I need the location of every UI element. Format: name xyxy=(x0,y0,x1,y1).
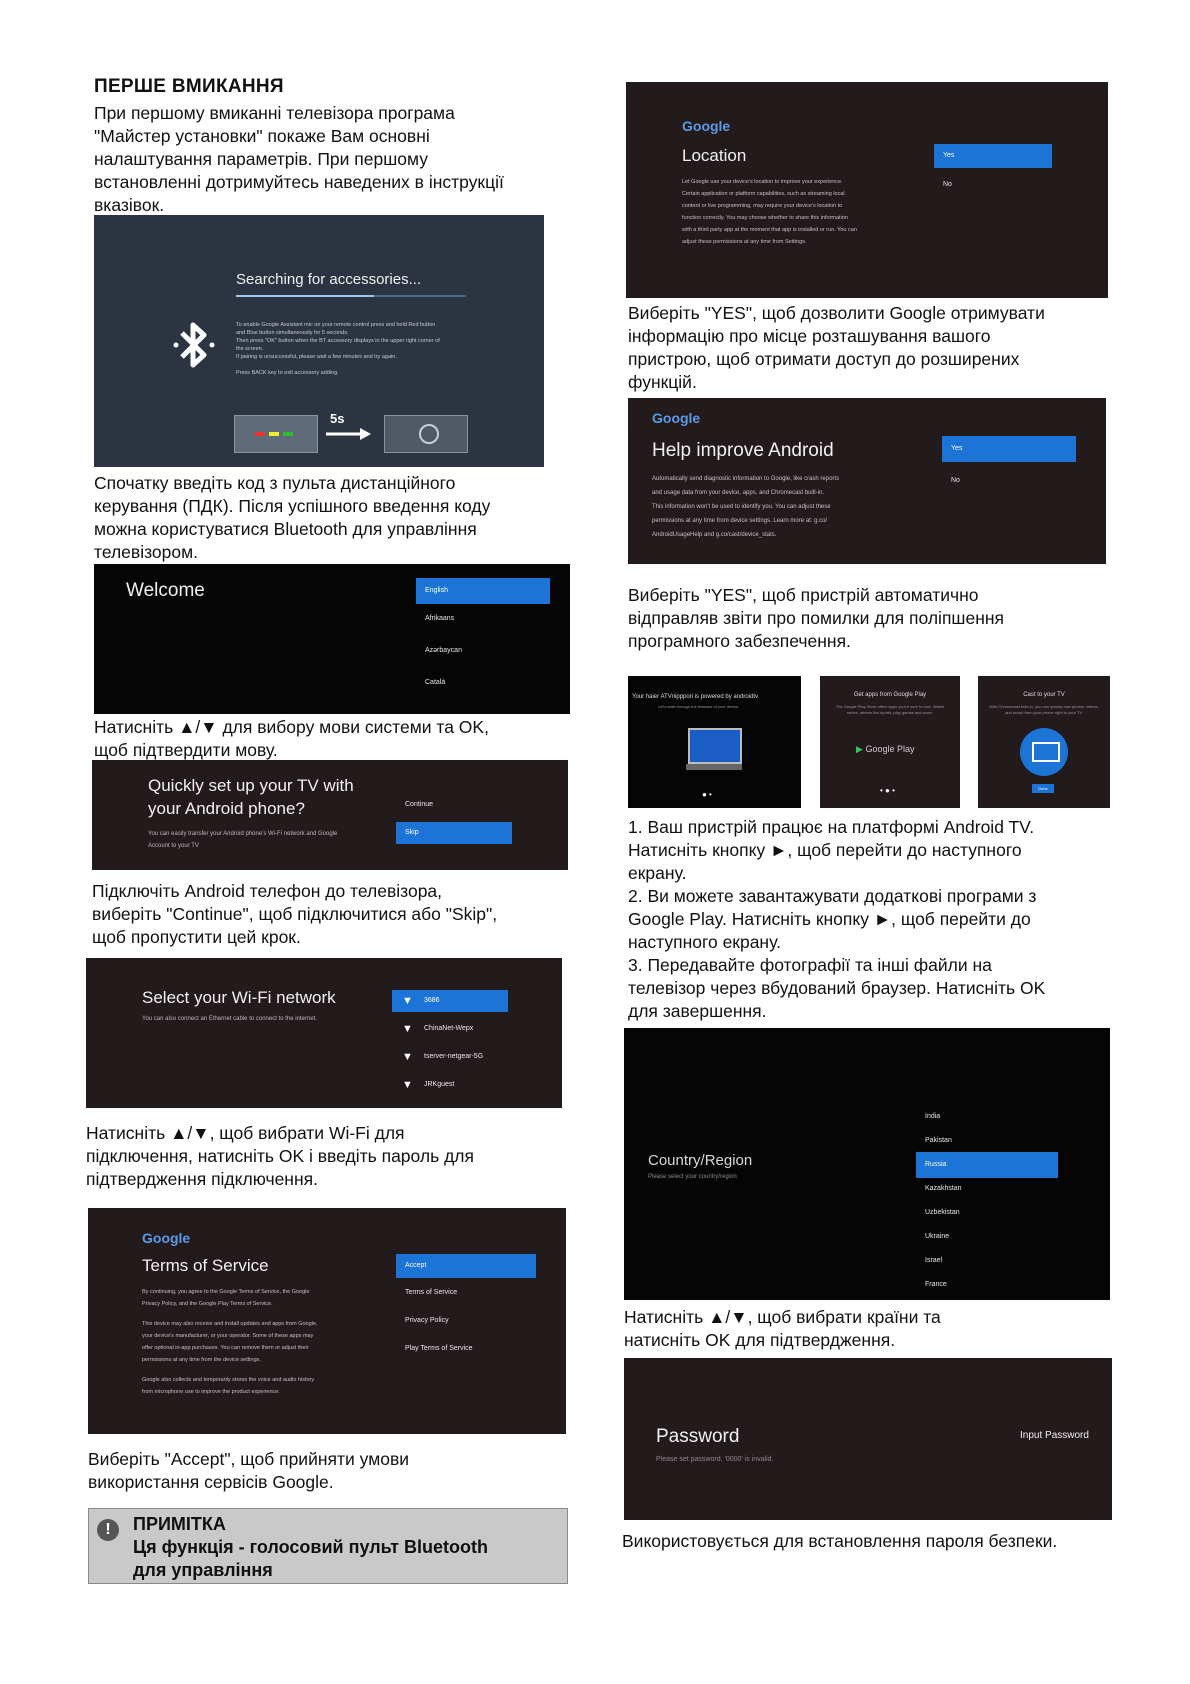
help-improve-caption: Виберіть "YES", щоб пристрій автоматично відправляв звіти про помилки для поліпшення програмного забезпечення. xyxy=(628,585,1005,651)
terms-of-service-link[interactable]: Terms of Service xyxy=(405,1289,458,1296)
language-option[interactable]: English xyxy=(416,578,550,604)
wifi-caption: Натисніть ▲/▼, щоб вибрати Wi-Fi для підключення, натисніть OK і введіть пароль для підтвердження підключення. xyxy=(86,1123,474,1189)
wifi-network-item[interactable]: ▼ tserver-netgear-5G xyxy=(392,1046,508,1068)
google-play-badge: ▶ Google Play xyxy=(856,744,915,754)
tile-title: Your haier ATVnipppori is powered by androidtv xyxy=(632,694,759,700)
yes-option[interactable]: Yes xyxy=(942,436,1076,462)
warning-icon: ! xyxy=(97,1519,119,1541)
page-heading: ПЕРШЕ ВМИКАННЯ xyxy=(94,76,284,97)
play-terms-link[interactable]: Play Terms of Service xyxy=(405,1345,473,1352)
red-button xyxy=(255,432,265,436)
next-icon[interactable]: ● • xyxy=(702,790,712,799)
country-option[interactable]: Ukraine xyxy=(925,1233,950,1240)
google-logo: Google xyxy=(652,410,701,426)
language-option[interactable]: Afrikaans xyxy=(425,615,455,622)
wifi-icon: ▼ xyxy=(402,1051,413,1063)
wifi-screen xyxy=(86,958,562,1108)
cast-screen-graphic xyxy=(1032,742,1060,762)
country-option[interactable]: Uzbekistan xyxy=(925,1209,960,1216)
quick-setup-title: Quickly set up your TV with your Android phone? xyxy=(148,776,354,818)
done-button[interactable]: Done xyxy=(1032,784,1054,793)
input-password-button[interactable]: Input Password xyxy=(1020,1430,1089,1441)
accessories-title: Searching for accessories... xyxy=(236,271,422,288)
wifi-body: You can also connect an Ethernet cable to connect to the internet. xyxy=(142,1016,317,1022)
progress-track xyxy=(236,295,466,297)
country-caption: Натисніть ▲/▼, щоб вибрати країни та натисніть OK для підтвердження. xyxy=(624,1307,941,1350)
yellow-button xyxy=(269,432,279,436)
intro-text: При першому вмиканні телевізора програма "Майстер установки" покаже Вам основні налаштування параметрів. При першому встановленні дотримуйтесь наведених в інструкції вказівок. xyxy=(94,103,504,215)
bluetooth-icon xyxy=(172,317,216,373)
yes-option[interactable]: Yes xyxy=(934,144,1052,168)
help-improve-screen xyxy=(628,398,1106,564)
terms-screen xyxy=(88,1208,566,1434)
welcome-caption: Натисніть ▲/▼ для вибору мови системи та OK, щоб підтвердити мову. xyxy=(94,717,489,760)
remote-hand-image xyxy=(234,415,318,453)
progress-fill xyxy=(236,295,374,297)
quick-setup-screen xyxy=(92,760,568,870)
tile-title: Get apps from Google Play xyxy=(853,692,927,698)
location-body: Let Google use your device's location to improve your experience. Certain application or platform capabilities, such as streaming local content or live programming, may require your device's location to function correctly. You may choose whether to share this information with a third party app at the moment that app is installed or run. You can adjust these permissions at any time from Settings. xyxy=(682,179,857,245)
tile-title: Cast to your TV xyxy=(1023,692,1065,698)
language-option[interactable]: Català xyxy=(425,679,446,686)
note-line: Ця функція - голосовий пульт Bluetooth xyxy=(133,1537,488,1557)
quick-setup-caption: Підключіть Android телефон до телевізора, виберіть "Continue", щоб підключитися або "Skip", щоб пропустити цей крок. xyxy=(92,881,498,947)
country-option[interactable]: Israel xyxy=(925,1257,943,1264)
terms-title: Terms of Service xyxy=(142,1256,269,1275)
country-option[interactable]: India xyxy=(925,1113,941,1120)
country-screen xyxy=(624,1028,1110,1300)
terms-caption: Виберіть "Accept", щоб прийняти умови використання сервісів Google. xyxy=(88,1449,410,1492)
password-screen xyxy=(624,1358,1112,1520)
tile-subtitle: Let's walk through the features of your device. xyxy=(658,704,740,709)
next-icon[interactable]: • ● • xyxy=(880,786,895,795)
wifi-icon: ▼ xyxy=(402,995,413,1007)
wifi-title: Select your Wi-Fi network xyxy=(142,988,336,1007)
terms-body: By continuing, you agree to the Google Terms of Service, the Google Privacy Policy, and the Google Play Terms of Service. This device may also receive and install updates and apps from Google, your device's manufacturer, or your operator. Some of these apps may offer optional in-app purchases. You can remove them or adjust their permissions at any time from the device settings. Google also collects and temporarily stores the voice and audio history from microphone use to improve the product experience. xyxy=(142,1289,318,1395)
country-option[interactable]: Russia xyxy=(916,1152,1058,1178)
welcome-title: Welcome xyxy=(126,580,205,601)
no-option[interactable]: No xyxy=(951,477,960,484)
wifi-network-item[interactable]: ▼ ChinaNet-Wepx xyxy=(392,1018,508,1040)
country-title: Country/Region xyxy=(648,1152,753,1169)
country-subtitle: Please select your country/region xyxy=(648,1174,737,1180)
location-screen xyxy=(626,82,1108,298)
help-improve-title: Help improve Android xyxy=(652,440,834,461)
privacy-policy-link[interactable]: Privacy Policy xyxy=(405,1317,449,1324)
green-button xyxy=(283,432,293,436)
skip-button[interactable]: Skip xyxy=(396,822,512,844)
quick-setup-body: You can easily transfer your Android phone's Wi-Fi network and Google Account to your TV xyxy=(148,831,338,849)
accept-button[interactable]: Accept xyxy=(396,1254,536,1278)
accessories-caption: Спочатку введіть код з пульта дистанційного керування (ПДК). Після успішного введення коду можна користуватися Bluetooth для управління телевізором. xyxy=(94,473,491,562)
password-caption: Використовується для встановлення пароля безпеки. xyxy=(622,1531,1058,1551)
accessories-screen xyxy=(94,215,544,467)
tv-illustration xyxy=(688,728,742,764)
google-play-tile xyxy=(820,676,960,808)
google-logo: Google xyxy=(682,118,731,134)
android-tv-tile xyxy=(628,676,801,808)
country-option[interactable]: France xyxy=(925,1281,947,1288)
language-option[interactable]: Azərbaycan xyxy=(425,647,462,654)
note-box xyxy=(88,1508,568,1584)
help-improve-body: Automatically send diagnostic information to Google, like crash reports and usage data from your device, apps, and Chromecast built-in. This information won't be used to identify you. You can adjust these permissions at any time from device settings. Learn more at: g.co/ AndroidUsageHelp and g.co/cast/device_stats. xyxy=(652,476,840,538)
accessories-body: To enable Google Assistant mic on your remote control press and hold Red button and Blue button simultaneously for 5 seconds. Then press "OK" button when the BT accessory displays in the upper right corner of the screen. If pairing is unsuccessful, please wait a few minutes and try again. Press BACK key to exit accessory adding. xyxy=(236,322,440,376)
google-logo: Google xyxy=(142,1230,191,1246)
password-subtitle: Please set password. '0000' is invalid. xyxy=(656,1456,774,1463)
ok-button-graphic xyxy=(419,424,439,444)
arrow-right-icon xyxy=(326,427,372,441)
no-option[interactable]: No xyxy=(943,181,952,188)
country-option[interactable]: Kazakhstan xyxy=(925,1185,962,1192)
cast-icon xyxy=(1020,728,1068,776)
play-icon: ▶ xyxy=(856,744,863,754)
country-option[interactable]: Pakistan xyxy=(925,1137,952,1144)
location-title: Location xyxy=(682,146,747,165)
tile-subtitle: The Google Play Store offers apps you're sure to love. Watch series, stream live sports, play games and more. xyxy=(835,704,945,715)
timer-label: 5s xyxy=(330,411,345,426)
wifi-icon: ▼ xyxy=(402,1023,413,1035)
wifi-network-item[interactable]: ▼ 3686 xyxy=(392,990,508,1012)
wifi-network-item[interactable]: ▼ JRKguest xyxy=(392,1074,508,1096)
location-caption: Виберіть "YES", щоб дозволити Google отримувати інформацію про місце розташування вашого пристрою, щоб отримати доступ до розширених функцій. xyxy=(628,303,1045,392)
password-title: Password xyxy=(656,1426,740,1447)
cast-tile xyxy=(978,676,1110,808)
tile-subtitle: With Chromecast built-in, you can quickly cast photos, videos, and music from your phone right to your TV. xyxy=(989,704,1099,715)
welcome-screen xyxy=(94,564,570,714)
note-title: ПРИМІТКА xyxy=(133,1514,226,1534)
continue-button[interactable]: Continue xyxy=(405,801,434,808)
remote-ok-image xyxy=(384,415,468,453)
tiles-caption: 1. Ваш пристрій працює на платформі Android TV. Натисніть кнопку ►, щоб перейти до наступного екрану. 2. Ви можете завантажувати додаткові програми з Google Play. Натисніть кнопку ►, щоб перейти до наступного екрану. 3. Передавайте фотографії та інші файли на телевізор через вбудований браузер. Натисніть OK для завершення. xyxy=(628,817,1046,1021)
note-line: для управління xyxy=(133,1560,273,1580)
wifi-icon: ▼ xyxy=(402,1079,413,1091)
tv-stand xyxy=(686,764,742,770)
